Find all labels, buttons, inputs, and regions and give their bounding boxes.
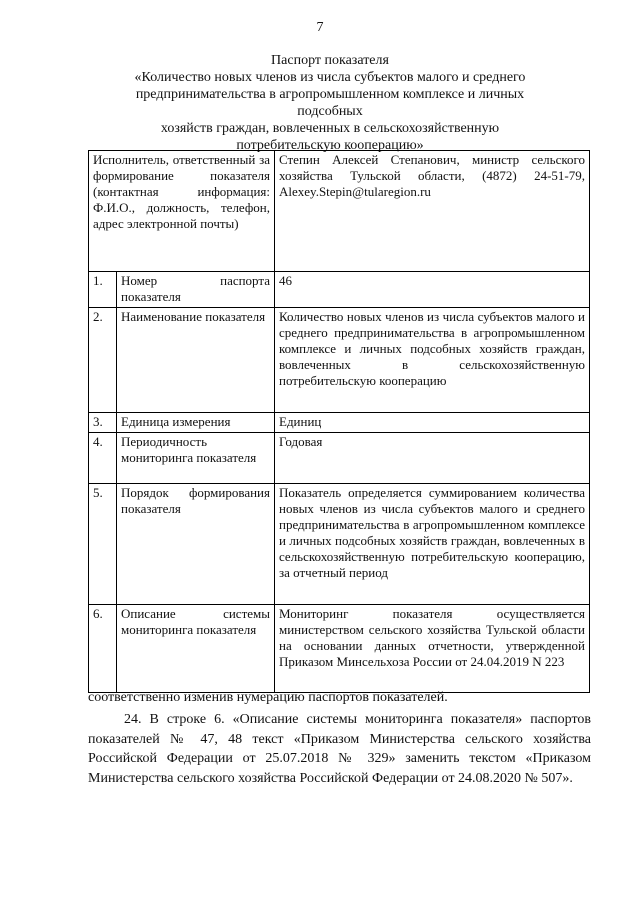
paragraph-24: 24. В строке 6. «Описание системы мониторинга показателя» паспортов показателей № 47, 48 текст «Приказом Министерства сельского хозяйства Российской Федерации от 25.07.2018 № 329» заменить текстом «Приказом Министерства сельского хозяйства Российской Федерации от 24.08.2020 № 507». xyxy=(88,712,591,786)
row-number: 3. xyxy=(89,413,117,433)
row-number: 2. xyxy=(89,308,117,413)
title-line-2: «Количество новых членов из числа субъектов малого и среднего xyxy=(134,70,526,85)
row-number: 6. xyxy=(89,605,117,693)
title-line-4: хозяйств граждан, вовлеченных в сельскохозяйственную xyxy=(160,121,500,136)
executor-value: Степин Алексей Степанович, министр сельского хозяйства Тульской области, (4872) 24-51-79, Alexey.Stepin@tularegion.ru xyxy=(275,151,590,272)
row-label: Единица измерения xyxy=(117,413,275,433)
row-value: 46 xyxy=(275,272,590,308)
row-label: Номер паспорта показателя xyxy=(117,272,275,308)
passport-table xyxy=(88,150,590,693)
title-line-5: потребительскую кооперацию» xyxy=(236,138,424,153)
table-row xyxy=(89,413,590,433)
table-row xyxy=(89,308,590,413)
row-number: 5. xyxy=(89,484,117,605)
row-value: Мониторинг показателя осуществляется министерством сельского хозяйства Тульской области на основании данных отчетности, утвержденной Приказом Минсельхоза России от 24.04.2019 N 223 xyxy=(275,605,590,693)
title-line-3: предпринимательства в агропромышленном комплексе и личных подсобных xyxy=(135,87,525,119)
executor-label: Исполнитель, ответственный за формирование показателя (контактная информация: Ф.И.О., должность, телефон, адрес электронной почты) xyxy=(89,151,275,272)
row-label: Периодичность мониторинга показателя xyxy=(117,433,275,484)
table-row xyxy=(89,433,590,484)
row-value: Показатель определяется суммированием количества новых членов из числа субъектов малого и среднего предпринимательства в агропромышленном комплексе и личных подсобных хозяйств граждан, вовлеченных в сельскохозяйственную потребительскую кооперацию, за отчетный период xyxy=(275,484,590,605)
row-value: Количество новых членов из числа субъектов малого и среднего предпринимательства в агропромышленном комплексе и личных подсобных хозяйств граждан, вовлеченных в сельскохозяйственную потребительскую кооперацию xyxy=(275,308,590,413)
table-row xyxy=(89,272,590,308)
title-line-1: Паспорт показателя xyxy=(271,53,389,68)
row-label: Наименование показателя xyxy=(117,308,275,413)
row-label: Описание системы мониторинга показателя xyxy=(117,605,275,693)
row-value: Единиц xyxy=(275,413,590,433)
row-value: Годовая xyxy=(275,433,590,484)
passport-title xyxy=(110,52,550,154)
row-number: 4. xyxy=(89,433,117,484)
table-row xyxy=(89,605,590,693)
table-row xyxy=(89,484,590,605)
page-number: 7 xyxy=(316,20,324,35)
row-label: Порядок формирования показателя xyxy=(117,484,275,605)
after-table-text: соответственно изменив нумерацию паспортов показателей. xyxy=(88,690,448,705)
table-row-executor xyxy=(89,151,590,272)
row-number: 1. xyxy=(89,272,117,308)
